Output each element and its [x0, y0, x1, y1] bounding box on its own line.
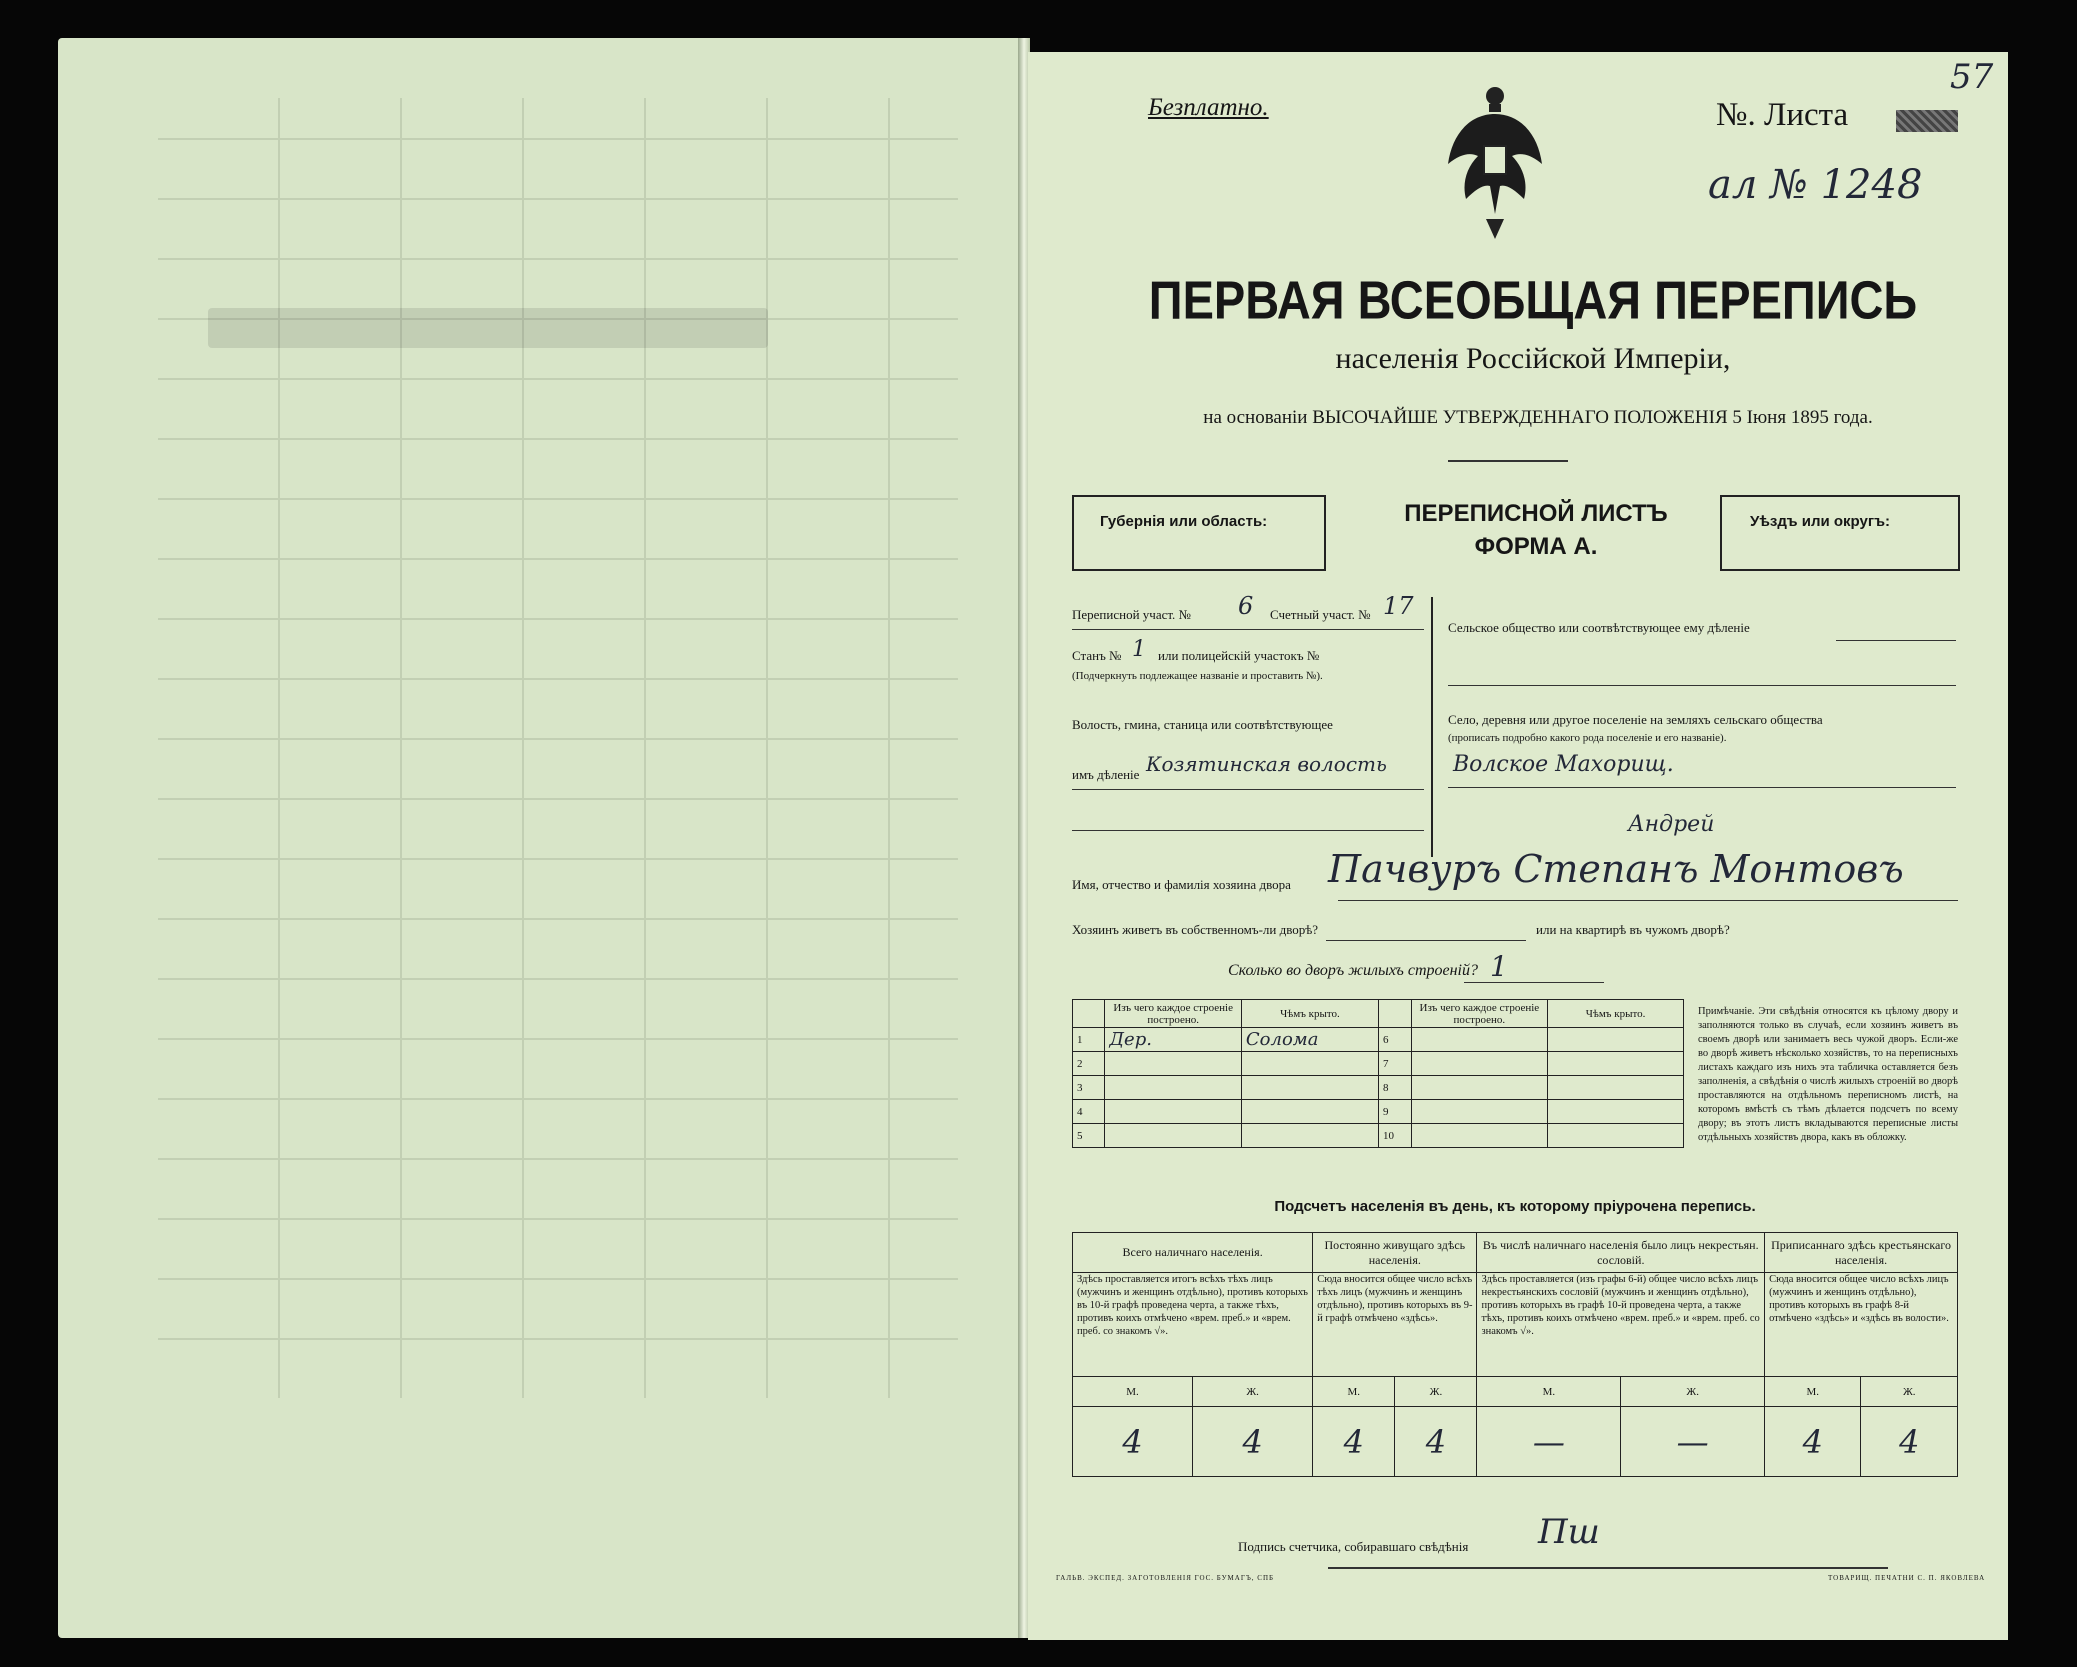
sheet-number-value: ал № 1248 [1708, 162, 1923, 208]
owner-line [1338, 900, 1958, 901]
census-district-value: 6 [1238, 592, 1254, 620]
col-material-header-2: Изъ чего каждое строеніе построено. [1411, 1000, 1547, 1028]
police-label: или полицейскій участокъ № [1158, 648, 1320, 663]
roof-cell [1241, 1100, 1378, 1124]
lives-other-label: или на квартирѣ въ чужомъ дворѣ? [1536, 922, 1730, 937]
row-number: 10 [1379, 1124, 1412, 1148]
rural-society-label: Сельское общество или соотвѣтствующее ему дѣленіе [1448, 620, 1750, 635]
buildings-value: 1 [1490, 950, 1508, 983]
female-count: 4 [1861, 1407, 1958, 1477]
footer-print-left: ГАЛЬВ. ЭКСПЕД. ЗАГОТОВЛЕНІЯ ГОС. БУМАГЪ, СПБ [1056, 1574, 1275, 1582]
stan-label: Станъ № [1072, 648, 1122, 663]
pop-col-desc: Здѣсь проставляется итогъ всѣхъ тѣхъ лицъ (мужчинъ и женщинъ отдѣльно), противъ которыхъ въ 10-й графѣ проведена черта, а также тѣхъ, противъ коихъ отмѣчено «врем. преб.» и «врем. преб. со знакомъ √». [1073, 1273, 1313, 1377]
row-number: 1 [1073, 1028, 1105, 1052]
underline-note: (Подчеркнуть подлежащее названіе и проставить №). [1072, 670, 1323, 682]
census-form-page [1028, 52, 2008, 1640]
pop-col-desc: Сюда вносится общее число всѣхъ лицъ (мужчинъ и женщинъ отдѣльно), противъ которыхъ въ графѣ 8-й отмѣчено «здѣсь» и «здѣсь въ волости». [1765, 1273, 1958, 1377]
row-number: 5 [1073, 1124, 1105, 1148]
buildings-note: Примѣчаніе. Эти свѣдѣнія относятся къ цѣлому двору и заполняются только въ случаѣ, если хозяинъ живетъ въ своемъ дворѣ или занимаетъ весь чужой дворъ. Если-же во дворѣ живетъ нѣсколько хозяйствъ, то на переписныхъ листахъ каждаго изъ нихъ эта табличка оставляется безъ заполненія, а свѣдѣнія о числѣ жилыхъ строеній во дворѣ проставляются на отдѣльномъ переписномъ листѣ, на которомъ вмѣстѣ съ тѣмъ дѣлается подсчетъ по всему двору; въ этотъ листъ вкладываются переписные листы отдѣльныхъ хозяйствъ двора, какъ въ обложку. [1698, 1006, 1958, 1143]
roof-cell [1241, 1124, 1378, 1148]
form-main-title: ПЕРВАЯ ВСЕОБЩАЯ ПЕРЕПИСЬ [1148, 269, 1918, 330]
population-table [1072, 1232, 1958, 1477]
free-label: Безплатно. [1148, 94, 1269, 121]
volost-line-2 [1072, 830, 1424, 831]
table-row [1073, 1124, 1684, 1148]
rural-society-line-2 [1448, 685, 1956, 686]
district-box [1720, 495, 1960, 571]
col-roof-header: Чѣмъ крыто. [1241, 1000, 1378, 1028]
fields-divider [1431, 597, 1433, 857]
lives-own-line [1326, 940, 1526, 941]
form-title: ПЕРЕПИСНОЙ ЛИСТЪ [1404, 500, 1668, 527]
roof-cell [1241, 1052, 1378, 1076]
form-subtitle: населенія Россійской Имперіи, [1335, 342, 1731, 375]
male-count: — [1477, 1407, 1621, 1477]
male-header: М. [1073, 1377, 1193, 1407]
owner-label: Имя, отчество и фамилія хозяина двора [1072, 877, 1291, 892]
pop-col-title: Въ числѣ наличнаго населенія было лицъ некрестьян. сословій. [1477, 1233, 1765, 1273]
male-header: М. [1313, 1377, 1395, 1407]
buildings-table [1072, 999, 1684, 1148]
material-cell [1105, 1052, 1241, 1076]
census-district-line [1072, 629, 1424, 630]
female-count: 4 [1193, 1407, 1313, 1477]
province-box [1072, 495, 1326, 571]
roof-cell: Солома [1241, 1028, 1378, 1052]
male-header: М. [1765, 1377, 1861, 1407]
lives-own-label: Хозяинъ живетъ въ собственномъ-ли дворѣ? [1072, 922, 1319, 937]
redaction-stamp [1896, 110, 1958, 132]
signature-value: Пш [1538, 1512, 1600, 1552]
pop-col-title: Приписаннаго здѣсь крестьянскаго населенія. [1765, 1233, 1958, 1273]
population-heading: Подсчетъ населенія въ день, къ которому пріурочена перепись. [1274, 1198, 1756, 1215]
signature-stroke [1328, 1567, 1888, 1569]
row-number: 6 [1379, 1028, 1412, 1052]
table-row [1073, 1028, 1684, 1052]
pop-col-title: Всего наличнаго населенія. [1073, 1233, 1313, 1273]
owner-value: Пачвуръ Степанъ Монтовъ [1328, 847, 1904, 891]
male-count: 4 [1073, 1407, 1193, 1477]
stan-value: 1 [1132, 637, 1146, 662]
volost-value: Козятинская волость [1146, 752, 1387, 776]
male-count: 4 [1313, 1407, 1395, 1477]
material-cell [1105, 1100, 1241, 1124]
row-number: 2 [1073, 1052, 1105, 1076]
volost-line [1072, 789, 1424, 790]
footer-print-right: ТОВАРИЩ. ПЕЧАТНИ С. П. ЯКОВЛЕВА [1828, 1574, 1986, 1582]
province-label: Губернія или область: [1100, 513, 1268, 530]
owner-value-above: Андрей [1628, 812, 1715, 837]
male-header: М. [1477, 1377, 1621, 1407]
village-note: (прописать подробно какого рода поселеніе и его названіе). [1448, 732, 1727, 744]
pop-col-desc: Сюда вносится общее число всѣхъ тѣхъ лицъ (мужчинъ и женщинъ отдѣльно), противъ которыхъ въ 9-й графѣ отмѣчено «здѣсь». [1313, 1273, 1477, 1377]
female-header: Ж. [1861, 1377, 1958, 1407]
pop-col-desc: Здѣсь проставляется (изъ графы 6-й) общее число всѣхъ лицъ некрестьянскихъ сословій (мужчинъ и женщинъ отдѣльно), противъ которыхъ въ графѣ 10-й проведена черта, а также тѣхъ, противъ коихъ отмѣчено «врем. преб.» и «врем. преб. со знакомъ √». [1477, 1273, 1765, 1377]
buildings-label: Сколько во дворъ жилыхъ строеній? [1228, 962, 1478, 979]
corner-page-mark: 57 [1950, 57, 1994, 97]
form-subtitle-a: ФОРМА А. [1474, 533, 1598, 560]
village-value: Волское Махорищ. [1453, 752, 1674, 777]
row-number: 8 [1379, 1076, 1412, 1100]
village-label: Село, деревня или другое поселеніе на земляхъ сельскаго общества [1448, 712, 1823, 727]
material-cell [1105, 1076, 1241, 1100]
sheet-number-label: №. Листа [1716, 97, 1849, 133]
female-header: Ж. [1193, 1377, 1313, 1407]
male-count: 4 [1765, 1407, 1861, 1477]
counting-district-value: 17 [1383, 592, 1414, 620]
form-title-box [1322, 495, 1750, 567]
pop-col-title: Постоянно живущаго здѣсь населенія. [1313, 1233, 1477, 1273]
imperial-eagle-emblem [1440, 84, 1550, 244]
female-header: Ж. [1621, 1377, 1765, 1407]
table-row [1073, 1076, 1684, 1100]
volost-label: Волость, гмина, станица или соотвѣтствующее [1072, 717, 1333, 732]
counting-district-label: Счетный участ. № [1270, 607, 1371, 622]
left-page [58, 38, 1023, 1638]
material-cell [1105, 1124, 1241, 1148]
table-row [1073, 1052, 1684, 1076]
roof-cell [1241, 1076, 1378, 1100]
village-line [1448, 787, 1956, 788]
row-number: 7 [1379, 1052, 1412, 1076]
form-basis-line: на основаніи ВЫСОЧАЙШЕ УТВЕРЖДЕННАГО ПОЛОЖЕНІЯ 5 Іюня 1895 года. [1203, 407, 1873, 428]
bleed-through-grid [158, 98, 958, 1398]
row-number: 9 [1379, 1100, 1412, 1124]
ornament-divider [1448, 460, 1568, 462]
rural-society-line [1836, 640, 1956, 641]
col-roof-header-2: Чѣмъ крыто. [1548, 1000, 1684, 1028]
row-number: 4 [1073, 1100, 1105, 1124]
bleed-through-title [208, 308, 768, 348]
col-material-header: Изъ чего каждое строеніе построено. [1105, 1000, 1241, 1028]
district-label: Уѣздъ или округъ: [1750, 513, 1891, 530]
female-count: 4 [1395, 1407, 1477, 1477]
female-count: — [1621, 1407, 1765, 1477]
material-cell: Дер. [1105, 1028, 1241, 1052]
volost-label-2: имъ дѣленіе [1072, 767, 1140, 782]
census-district-label: Переписной участ. № [1072, 607, 1191, 622]
table-row [1073, 1100, 1684, 1124]
row-number: 3 [1073, 1076, 1105, 1100]
buildings-line [1464, 982, 1604, 983]
signature-label: Подпись счетчика, собиравшаго свѣдѣнія [1238, 1539, 1469, 1554]
female-header: Ж. [1395, 1377, 1477, 1407]
